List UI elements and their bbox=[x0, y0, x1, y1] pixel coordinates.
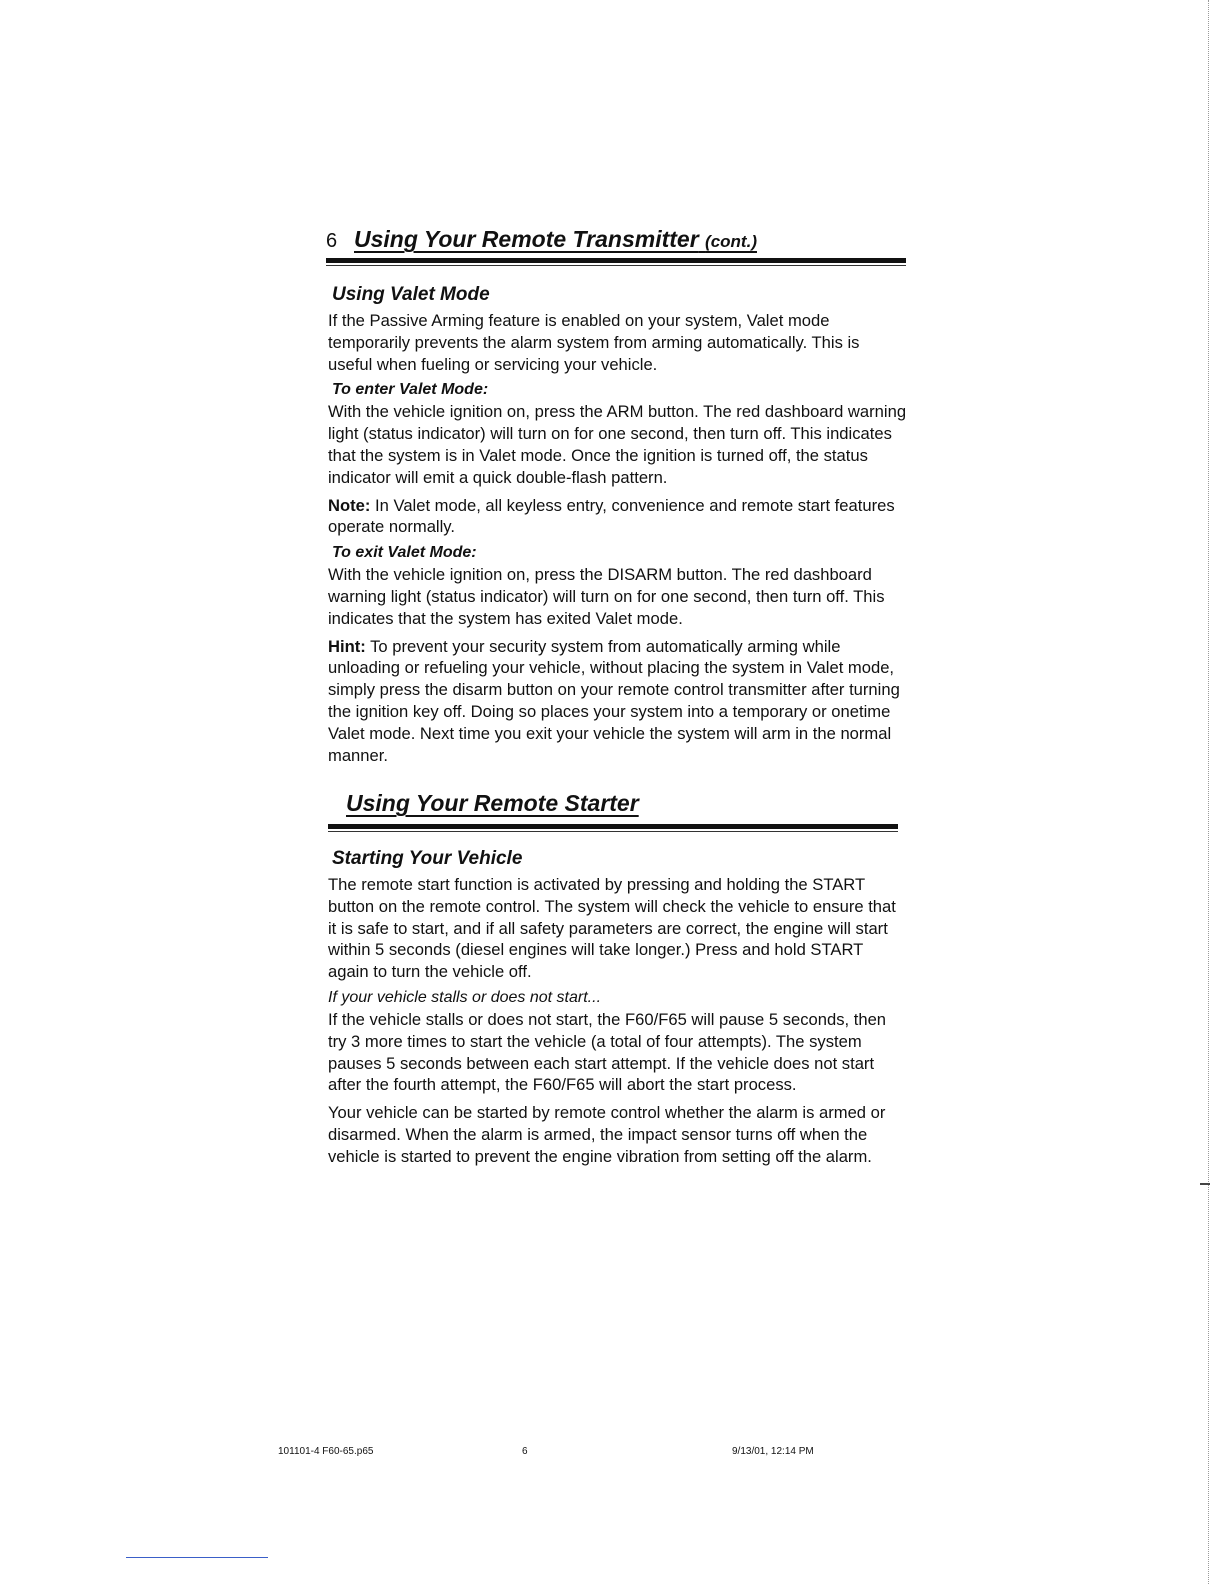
valet-section bbox=[328, 284, 908, 772]
page-edge-line bbox=[1208, 0, 1209, 1584]
enter-valet-text: With the vehicle ignition on, press the ARM button. The red dashboard warning light (status indicator) will turn on for one second, then turn off. This indicates that the system is in Valet mode. Once the ignition is turned off, the status indicator will emit a quick double-flash pattern. bbox=[328, 402, 907, 487]
crop-mark bbox=[1200, 1183, 1210, 1185]
header-rule-thin bbox=[326, 265, 906, 266]
starter-section bbox=[328, 790, 898, 1174]
valet-heading: Using Valet Mode bbox=[332, 284, 490, 305]
starter-heading: Using Your Remote Starter bbox=[346, 790, 639, 816]
starter-para-2: If the vehicle stalls or does not start, the F60/F65 will pause 5 seconds, then try 3 more times to start the vehicle (a total of four attempts). The system pauses 5 seconds between each start attempt. If the vehicle does not start after the fourth attempt, the F60/F65 will abort the start process. bbox=[328, 1009, 887, 1095]
starter-rule-thick bbox=[328, 824, 898, 829]
footer-file: 101101-4 F60-65.p65 bbox=[278, 1446, 374, 1457]
starter-para-3: Your vehicle can be started by remote control whether the alarm is armed or disarmed. When the alarm is armed, the impact sensor turns off when the vehicle is started to prevent the engine vibration from setting off the alarm. bbox=[328, 1103, 886, 1166]
exit-valet-text: With the vehicle ignition on, press the DISARM button. The red dashboard warning light (status indicator) will turn on for one second, then turn off. This indicates that the system has exited Valet mode. bbox=[328, 565, 885, 628]
header-rule-thick bbox=[326, 258, 906, 263]
note-label: Note: bbox=[328, 495, 371, 515]
exit-valet-heading: To exit Valet Mode: bbox=[332, 544, 477, 562]
hint-text: To prevent your security system from automatically arming while unloading or refueling your vehicle, without placing the system in Valet mode, simply press the disarm button on your remote control transmitter after turning the ignition key off. Doing so places your system into a temporary or onetime Valet mode. Next time you exit your vehicle the system will arm in the normal manner. bbox=[328, 636, 900, 765]
valet-intro: If the Passive Arming feature is enabled on your system, Valet mode temporarily prevents the alarm system from arming automatically. This is useful when fueling or servicing your vehicle. bbox=[328, 311, 860, 374]
hint-label: Hint: bbox=[328, 636, 366, 656]
page-title-suffix: (cont.) bbox=[705, 232, 757, 251]
starter-para-1: The remote start function is activated by pressing and holding the START button on the remote control. The system will check the vehicle to ensure that it is safe to start, and if all safety parameters are correct, the engine will start within 5 seconds (diesel engines will take longer.) Press and hold START again to turn the vehicle off. bbox=[328, 875, 896, 982]
bottom-rule bbox=[126, 1557, 268, 1558]
note-text: In Valet mode, all keyless entry, convenience and remote start features operate normally. bbox=[328, 495, 895, 537]
footer-timestamp: 9/13/01, 12:14 PM bbox=[732, 1446, 814, 1457]
section-header bbox=[326, 226, 906, 266]
valet-hint bbox=[328, 636, 908, 767]
valet-note bbox=[328, 495, 908, 539]
page-title bbox=[354, 226, 757, 253]
enter-valet-heading: To enter Valet Mode: bbox=[332, 381, 489, 399]
stall-heading: If your vehicle stalls or does not start... bbox=[328, 988, 602, 1006]
page-title-text: Using Your Remote Transmitter bbox=[354, 226, 699, 252]
starting-vehicle-heading: Starting Your Vehicle bbox=[332, 848, 523, 869]
footer-page: 6 bbox=[522, 1446, 528, 1457]
page-number: 6 bbox=[326, 230, 338, 252]
header-row bbox=[326, 226, 906, 258]
